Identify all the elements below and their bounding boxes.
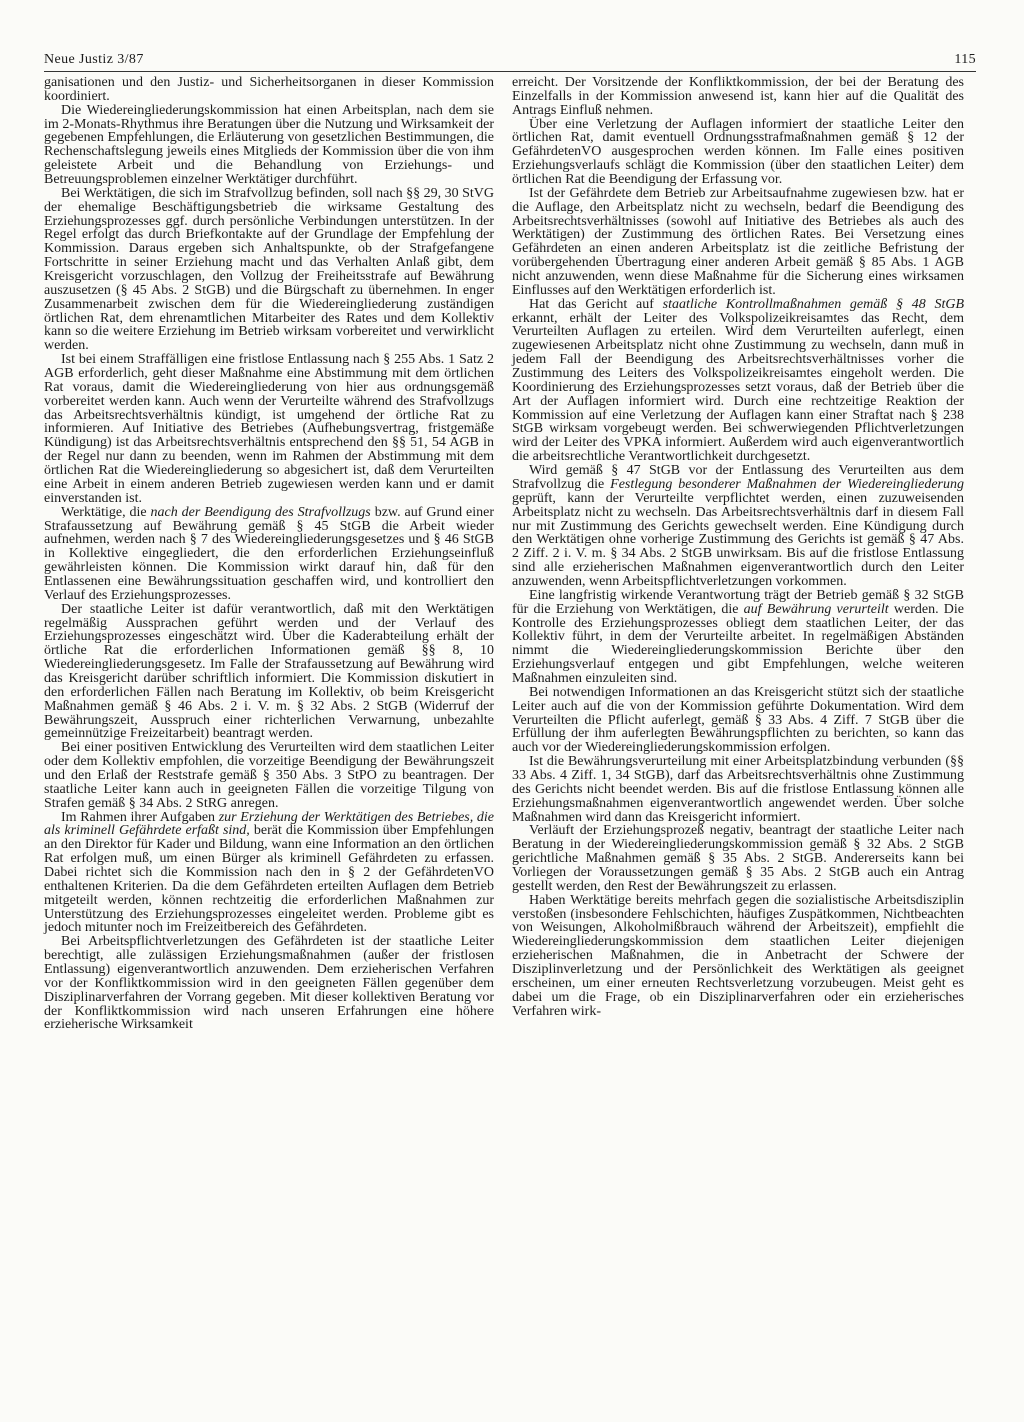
text-run: erkannt, erhält der Leiter des Volkspolizeikreisamtes das Recht, dem Verurteilten Auflagen zu erteilen. Wird dem Verurteilten auferlegt, einen zugewiesenen Arbeitsplatz nicht ohne Zustimmung zu wechseln, dann muß in jedem Fall der Beendigung des Arbeitsrechtsverhältnisses vorher die Zustimmung des Leiters des Volkspolizeikreisamtes eingeholt werden. Die Koordinierung des Erziehungsprozesses setzt voraus, daß der Betrieb über die Art der Auflagen informiert wird. Durch eine rechtzeitige Reaktion der Kommission auf eine Verletzung der Auflagen kann einer Straftat nach § 238 StGB wirksam vorgebeugt werden. Bei schwerwiegenden Pflichtverletzungen wird der Leiter des VPKA informiert. Außerdem wird auch eigenverantwortlich die arbeitsrechtliche Verantwortlichkeit durchgesetzt. xyxy=(512,310,964,465)
paragraph xyxy=(44,741,494,810)
right-column xyxy=(512,76,964,1018)
text-run: erreicht. Der Vorsitzende der Konfliktkommission, der bei der Beratung des Einzelfalls in der Kommission anwesend ist, kann hier auf die Qualität des Antrags Einfluß nehmen. xyxy=(512,75,964,118)
paragraph xyxy=(44,187,494,353)
paragraph xyxy=(44,603,494,742)
text-run: Bei Arbeitspflichtverletzungen des Gefährdeten ist der staatliche Leiter berechtigt, alle zulässigen Erziehungsmaßnahmen (außer der fristlosen Entlassung) eigenverantwortlich anzuwenden. Dem erzieherischen Verfahren vor der Konfliktkommission wird in den geeigneten Fällen gegenüber dem Disziplinarverfahren der Vorrang gegeben. Mit dieser kollektiven Beratung vor der Konfliktkommission wird nach unseren Erfahrungen eine höhere erzieherische Wirksamkeit xyxy=(44,934,494,1033)
paragraph xyxy=(512,464,964,589)
text-run: Wird gemäß § 47 StGB vor der Entlassung des Verurteilten aus dem Strafvollzug die xyxy=(512,463,964,492)
text-run: Der staatliche Leiter ist dafür verantwortlich, daß mit den Werktätigen regelmäßig Aussprachen geführt werden und der Verlauf des Erziehungsprozesses eingeschätzt wird. Über die Kaderabteilung erhält der örtliche Rat die erforderlichen Informationen gemäß §§ 8, 10 Wiedereingliederungsgesetz. Im Falle der Strafaussetzung auf Bewährung wird das Kreisgericht darüber schriftlich informiert. Die Kommission diskutiert in den erforderlichen Fällen nach Beratung im Kollektiv, ob beim Kreisgericht Maßnahmen gemäß § 46 Abs. 2 i. V. m. § 32 Abs. 2 StGB (Widerruf der Bewährungszeit, Ausspruch einer richterlichen Verwarnung, unbezahlte gemeinnützige Freizeitarbeit) beantragt werden. xyxy=(44,601,494,742)
emphasis-text: zur Erziehung der Werktätigen des Betriebes, die als kriminell Gefährdete erfaßt sind, xyxy=(44,809,494,839)
text-run: Bei notwendigen Informationen an das Kreisgericht stützt sich der staatliche Leiter auch auf die von der Kommission geführte Dokumentation. Wird dem Verurteilten die Pflicht auferlegt, gemäß § 33 Abs. 4 Ziff. 7 StGB über die Erfüllung der ihm auferlegten Bewährungspflichten zu berichten, so kann das auch vor der Wiedereingliederungskommission erfolgen. xyxy=(512,684,964,756)
text-run: Im Rahmen ihrer Aufgaben xyxy=(61,809,219,825)
text-run: Über eine Verletzung der Auflagen informiert der staatliche Leiter den örtlichen Rat, damit eventuell Ordnungsstrafmaßnahmen gemäß § 12 der GefährdetenVO ausgesprochen werden können. Im Falle eines positiven Erziehungsverlaufs schlägt die Kommission (über den staatlichen Leiter) dem örtlichen Rat die Beendigung der Erfassung vor. xyxy=(512,116,964,188)
text-run: Verläuft der Erziehungsprozeß negativ, beantragt der staatliche Leiter nach Beratung in der Wiedereingliederungskommission gemäß § 32 Abs. 2 StGB gerichtliche Maßnahmen gemäß § 35 Abs. 2 StGB. Andererseits kann bei Vorliegen der Voraussetzungen gemäß § 35 Abs. 2 StGB auch ein Antrag gestellt werden, den Rest der Bewährungszeit zu erlassen. xyxy=(512,823,964,894)
paragraph xyxy=(44,353,494,505)
text-run: bzw. auf Grund einer Strafaussetzung auf Bewährung gemäß § 45 StGB die Arbeit wieder aufnehmen, werden nach § 7 des Wiedereingliederungsgesetzes und § 46 StGB in Kollektive eingegliedert, die den erforderlichen Erziehungseinfluß gewährleisten können. Die Kommission wirkt darauf hin, daß für den Entlassenen eine Bewährungssituation geschaffen wird, und kontrolliert den Verlauf des Erziehungsprozesses. xyxy=(44,504,495,603)
text-run: Bei einer positiven Entwicklung des Verurteilten wird dem staatlichen Leiter oder dem Kollektiv empfohlen, die vorzeitige Beendigung der Bewährungszeit und den Erlaß der Reststrafe gemäß § 350 Abs. 3 StPO zu beantragen. Der staatliche Leiter kann auch in geeigneten Fällen die vorzeitige Tilgung von Strafen gemäß § 34 Abs. 2 StRG anregen. xyxy=(44,740,494,811)
text-run: werden. Die Kontrolle des Erziehungsprozesses obliegt dem staatlichen Leiter, der das Kollektiv führt, in dem der Verurteilte arbeitet. In regelmäßigen Abständen nimmt die Wiedereingliederungskommission Berichte über den Erziehungsverlauf entgegen und gibt Empfehlungen, welche weiteren Maßnahmen einzuleiten sind. xyxy=(512,601,965,686)
text-run: geprüft, kann der Verurteilte verpflichtet werden, einen zuzuweisenden Arbeitsplatz nicht zu wechseln. Das Arbeitsrechtsverhältnis darf in diesem Fall nur mit Zustimmung des Gerichts gewechselt werden. Eine Kündigung durch den Werktätigen ohne vorherige Zustimmung des Gerichts ist gemäß § 47 Abs. 2 Ziff. 2 i. V. m. § 34 Abs. 2 StGB unwirksam. Bis auf die fristlose Entlassung sind alle erzieherischen Maßnahmen eigenverantwortlich durch den Leiter anzuwenden, wenn Arbeitspflichtverletzungen vorkommen. xyxy=(512,490,964,589)
paragraph xyxy=(512,686,964,755)
paragraph xyxy=(512,298,964,464)
paragraph xyxy=(44,104,494,187)
text-run: Werktätige, die xyxy=(61,504,151,520)
journal-title: Neue Justiz 3/87 xyxy=(44,52,144,67)
paragraph xyxy=(44,811,494,936)
paragraph xyxy=(512,589,964,686)
emphasis-text: staatliche Kontrollmaßnahmen gemäß § 48 StGB xyxy=(662,296,964,312)
text-run: Bei Werktätigen, die sich im Strafvollzug befinden, soll nach §§ 29, 30 StVG der ehemalige Beschäftigungsbetrieb die wirksame Gestaltung des Erziehungsprozesses ggf. durch persönliche Verbindungen unterstützen. In der Regel erfolgt das durch Briefkontakte auf der Grundlage der Empfehlung der Kommission. Daraus ergeben sich Anhaltspunkte, ob der Strafgefangene Fortschritte in seiner Erziehung macht und das Verhalten Anlaß gibt, dem Kreisgericht vorzuschlagen, den Vollzug der Freiheitsstrafe auf Bewährung auszusetzen (§ 45 Abs. 2 StGB) und die Bürgschaft zu übernehmen. In enger Zusammenarbeit zwischen dem für die Wiedereingliederung zuständigen örtlichen Rat, dem ehrenamtlichen Mitarbeiter des Rates und dem Kollektiv kann so die weitere Erziehung im Betrieb wirksam vorbereitet und verwirklicht werden. xyxy=(44,185,494,354)
text-run: ganisationen und den Justiz- und Sicherheitsorganen in dieser Kommission koordiniert. xyxy=(44,75,494,104)
text-run: Ist der Gefährdete dem Betrieb zur Arbeitsaufnahme zugewiesen bzw. hat er die Auflage, den Arbeitsplatz nicht zu wechseln, bedarf die Beendigung des Arbeitsrechtsverhältnisses (sowohl auf Initiative des Betriebes als auch des Werktätigen) der Zustimmung des örtlichen Rates. Bei Versetzung eines Gefährdeten an einen anderen Arbeitsplatz ist die zeitliche Befristung der vorübergehenden Übertragung einer anderen Arbeit gemäß § 85 Abs. 1 AGB nicht anzuwenden, wenn diese Maßnahme für die Sicherung eines wirksamen Einflusses auf den Werktätigen erforderlich ist. xyxy=(512,185,964,298)
text-run: Haben Werktätige bereits mehrfach gegen die sozialistische Arbeitsdisziplin verstoßen (insbesondere Fehlschichten, häufiges Zuspätkommen, Nichtbeachten von Weisungen, Alkoholmißbrauch während der Arbeitszeit), empfiehlt die Wiedereingliederungskommission dem staatlichen Leiter diejenigen erzieherischen Maßnahmen, die in Anbetracht der Schwere der Disziplinverletzung und der Persönlichkeit des Werktätigen als geeignet erscheinen, um einer erneuten Rechtsverletzung vorzubeugen. Meist geht es dabei um die Frage, ob ein Disziplinarverfahren oder ein erzieherisches Verfahren wirk- xyxy=(512,892,964,1019)
text-run: Eine langfristig wirkende Verantwortung trägt der Betrieb gemäß § 32 StGB für die Erziehung von Werktätigen, die xyxy=(512,587,964,617)
paragraph xyxy=(44,506,494,603)
text-run: Die Wiedereingliederungskommission hat einen Arbeitsplan, nach dem sie im 2-Monats-Rhythmus ihre Beratungen über die Nutzung und Wirksamkeit der gegebenen Empfehlungen, die Erläuterung von gesetzlichen Bestimmungen, die Rechenschaftslegung jeweils eines Mitglieds der Kommission über die von ihm geleistete Arbeit und die Behandlung von Erziehungs- und Betreuungsproblemen einzelner Werktätiger durchführt. xyxy=(44,102,494,188)
text-run: Ist die Bewährungsverurteilung mit einer Arbeitsplatzbindung verbunden (§§ 33 Abs. 4 Ziff. 1, 34 StGB), darf das Arbeitsrechtsverhältnis ohne Zustimmung des Gerichts nicht beendet werden. Bis auf die fristlose Entlassung können alle Erziehungsmaßnahmen eigenverantwortlich angewendet werden. Über solche Maßnahmen wird dann das Kreisgericht informiert. xyxy=(512,754,964,825)
emphasis-text: auf Bewährung verurteilt xyxy=(743,601,889,617)
page-header xyxy=(44,46,976,72)
emphasis-text: Festlegung besonderer Maßnahmen der Wiedereingliederung xyxy=(610,476,965,492)
page-number: 115 xyxy=(954,52,976,67)
paragraph xyxy=(512,755,964,824)
paragraph xyxy=(512,824,964,893)
paragraph xyxy=(512,187,964,298)
left-column xyxy=(44,76,494,1032)
text-run: berät die Kommission über Empfehlungen an den Direktor für Kader und Bildung, wann eine Information an den örtlichen Rat erfolgen muß, um einen Bürger als kriminell Gefährdeten zu erfassen. Dabei richtet sich die Kommission nach den in § 2 der GefährdetenVO enthaltenen Kriterien. Da die dem Gefährdeten erteilten Auflagen dem Betrieb mitgeteilt werden, können rechtzeitig die erforderlichen Maßnahmen zur Unterstützung des Erziehungsprozesses eingeleitet werden. Probleme gibt es jedoch mitunter noch im Freizeitbereich des Gefährdeten. xyxy=(44,823,494,936)
paragraph xyxy=(512,76,964,118)
paragraph xyxy=(512,118,964,187)
paragraph xyxy=(512,894,964,1019)
text-run: Hat das Gericht auf xyxy=(529,296,663,312)
text-run: Ist bei einem Straffälligen eine fristlose Entlassung nach § 255 Abs. 1 Satz 2 AGB erforderlich, geht dieser Maßnahme eine Abstimmung mit dem örtlichen Rat voraus, damit die Wiedereingliederung von hier aus ordnungsgemäß vorbereitet werden kann. Auch wenn der Verurteilte während des Strafvollzugs das Arbeitsrechtsverhältnis kündigt, ist umgehend der örtliche Rat zu informieren. Auf Initiative des Betriebes (Aufhebungsvertrag, fristgemäße Kündigung) ist das Arbeitsrechtsverhältnis entsprechend den §§ 51, 54 AGB in der Regel nur dann zu beenden, wenn im Rahmen der Abstimmung mit dem örtlichen Rat die Wiedereingliederung so abgesichert ist, daß dem Verurteilten eine Arbeit in einem anderen Betrieb zugewiesen werden kann und er damit einverstanden ist. xyxy=(44,352,494,506)
paragraph xyxy=(44,76,494,104)
paragraph xyxy=(44,935,494,1032)
emphasis-text: nach der Beendigung des Strafvollzugs xyxy=(150,504,371,520)
